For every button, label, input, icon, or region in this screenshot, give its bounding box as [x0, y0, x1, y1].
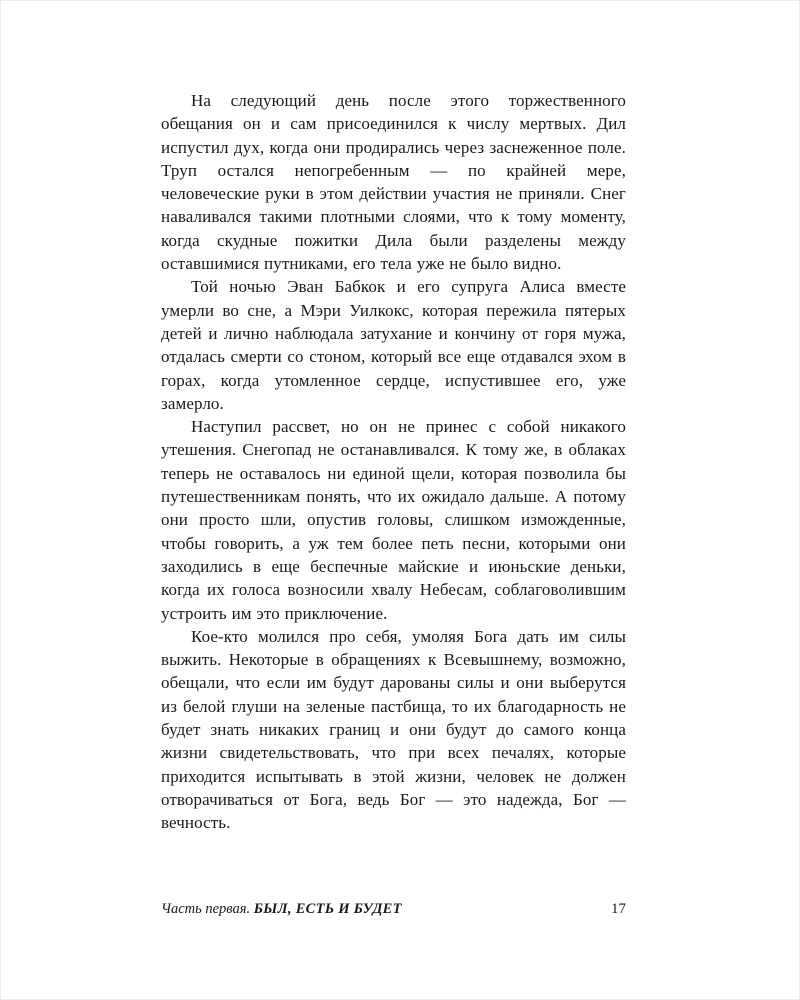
- body-paragraph: Кое-кто молился про себя, умоляя Бога дать им силы выжить. Некоторые в обращениях к Всевышнему, возможно, обещали, что если им будут дарованы силы и они выберутся из белой глуши на зеленые пастбища, то их благодарность не будет знать никаких границ и они будут до самого конца жизни свидетельствовать, что при всех печалях, которые приходится испытывать в этой жизни, человек не должен отворачиваться от Бога, ведь Бог — это надежда, Бог — вечность.: [161, 626, 626, 833]
- body-paragraph: Той ночью Эван Бабкок и его супруга Алиса вместе умерли во сне, а Мэри Уилкокс, которая пережила пятерых детей и лично наблюдала затухание и кончину от горя мужа, отдалась смерти со стоном, который все еще отдавался эхом в горах, когда утомленное сердце, испустившее его, уже замерло.: [161, 277, 626, 413]
- page-number: 17: [611, 901, 626, 917]
- footer-book-title: БЫЛ, ЕСТЬ И БУДЕТ: [253, 901, 402, 917]
- body-paragraph: Наступил рассвет, но он не принес с собой никакого утешения. Снегопад не останавливался. К тому же, в облаках теперь не оставалось ни единой щели, которая позволила бы путешественникам понять, что их ожидало дальше. А потому они просто шли, опустив головы, слишком изможденные, чтобы говорить, а уж тем более петь песни, которыми они заходились в еще беспечные майские и июньские деньки, когда их голоса возносили хвалу Небесам, соблаговолившим устроить им это приключение.: [161, 417, 626, 623]
- body-paragraph: На следующий день после этого торжественного обещания он и сам присоединился к числу мертвых. Дил испустил дух, когда они продирались через заснеженное поле. Труп остался непогребенным — по крайней мере, человеческие руки в этом действии участия не приняли. Снег наваливался такими плотными слоями, что к тому моменту, когда скудные пожитки Дила были разделены между оставшимися путниками, его тела уже не было видно.: [161, 91, 626, 274]
- footer-part-label: Часть первая.: [161, 901, 251, 917]
- running-footer: [161, 901, 626, 918]
- footer-part-and-title: [161, 901, 402, 918]
- page-text-block: [161, 89, 626, 835]
